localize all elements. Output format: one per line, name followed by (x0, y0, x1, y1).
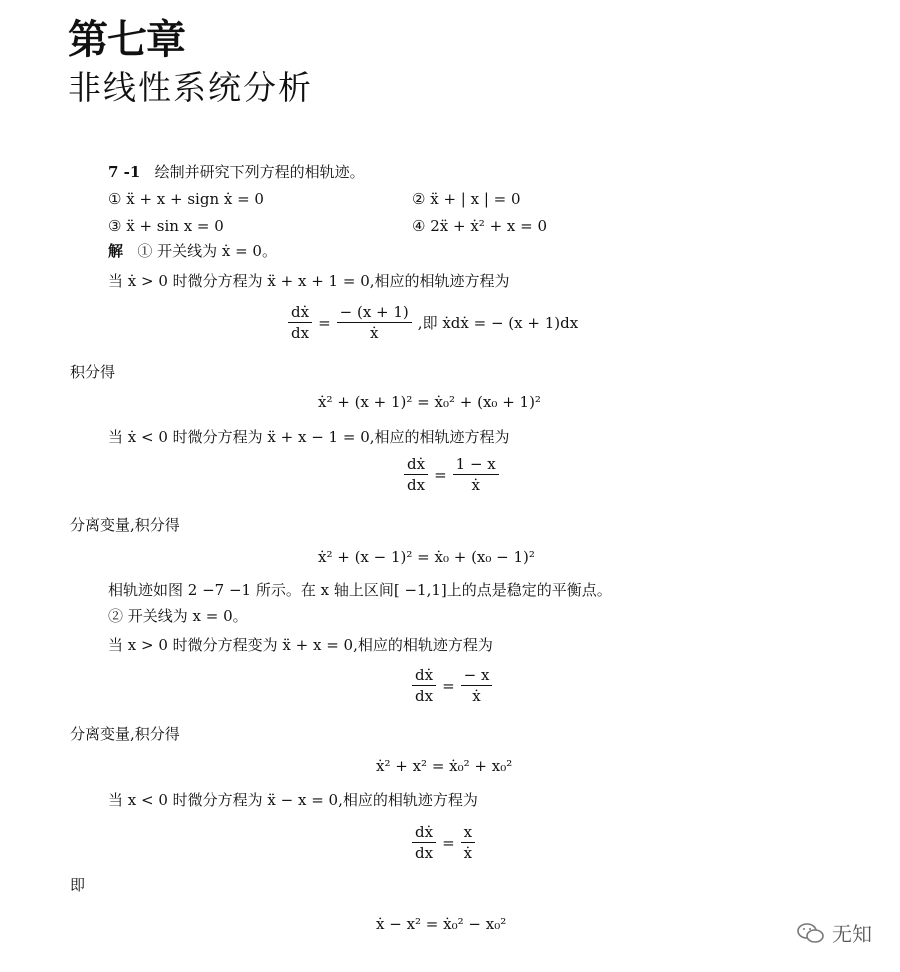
equation-4: ④ 2ẍ + ẋ² + x = 0 (412, 217, 548, 235)
watermark (796, 918, 872, 947)
text-line: 分离变量,积分得 (70, 516, 180, 534)
text-line: 相轨迹如图 2 −7 −1 所示。在 x 轴上区间[ −1,1]上的点是稳定的平衡点。 (108, 581, 612, 599)
equation-2: ② ẍ + | x | = 0 (412, 190, 521, 208)
text-line: 当 ẋ < 0 时微分方程为 ẍ + x − 1 = 0,相应的相轨迹方程为 (108, 428, 510, 446)
equation-1: ① ẍ + x + sign ẋ = 0 (108, 190, 264, 208)
fraction-equation-2: dẋ dx = 1 − x ẋ (398, 454, 505, 495)
problem-statement: 绘制并研究下列方程的相轨迹。 (154, 163, 365, 181)
equation: ẋ² + x² = ẋ₀² + x₀² (376, 757, 513, 775)
equation: ẋ − x² = ẋ₀² − x₀² (376, 915, 507, 933)
equation: ẋ² + (x + 1)² = ẋ₀² + (x₀ + 1)² (318, 393, 541, 411)
text-line: ② 开关线为 x = 0。 (108, 607, 248, 625)
equation: ẋ² + (x − 1)² = ẋ₀ + (x₀ − 1)² (318, 548, 535, 566)
text-line: 当 x > 0 时微分方程变为 ẍ + x = 0,相应的相轨迹方程为 (108, 636, 493, 654)
chapter-title: 非线性系统分析 (68, 68, 313, 107)
text-line: 分离变量,积分得 (70, 725, 180, 743)
watermark-text: 无知 (832, 922, 872, 946)
chapter-number: 第七章 (68, 17, 185, 63)
text-line: 当 ẋ > 0 时微分方程为 ẍ + x + 1 = 0,相应的相轨迹方程为 (108, 272, 510, 290)
equation-3: ③ ẍ + sin x = 0 (108, 217, 224, 235)
solution-label: 解 (108, 242, 124, 260)
text-line: 积分得 (70, 363, 116, 381)
text-line: 即 (70, 876, 86, 894)
problem-id: 7 -1 (108, 163, 141, 181)
fraction-equation-4: dẋ dx = x ẋ (406, 822, 481, 863)
wechat-icon (796, 921, 826, 945)
fraction-equation-3: dẋ dx = − x ẋ (406, 665, 498, 706)
fraction-equation-1: dẋ dx = − (x + 1) ẋ ,即 ẋdẋ = − (x + 1)dx (282, 302, 578, 343)
text-line: ① 开关线为 ẋ = 0。 (137, 242, 277, 260)
text-line: 当 x < 0 时微分方程为 ẍ − x = 0,相应的相轨迹方程为 (108, 791, 478, 809)
